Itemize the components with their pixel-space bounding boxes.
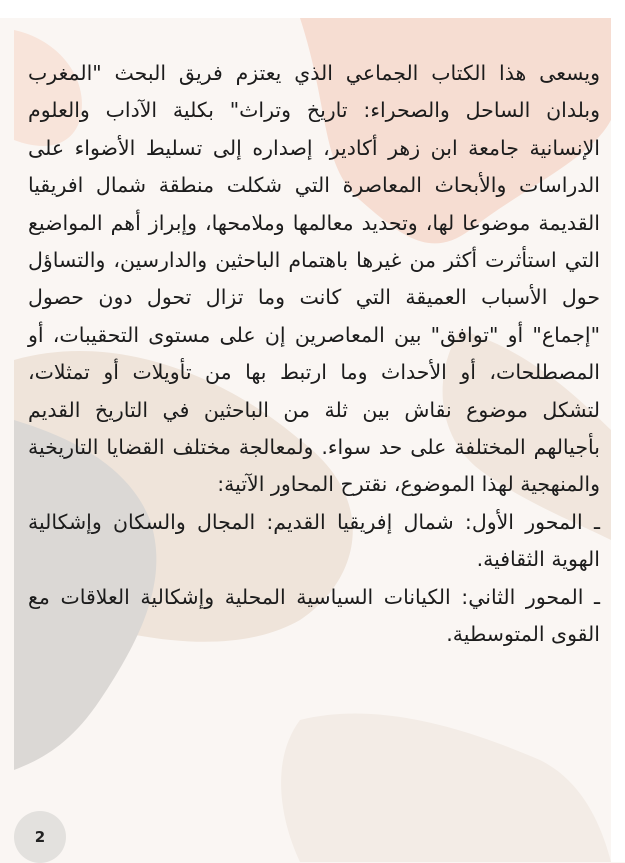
page-right-margin (611, 0, 625, 862)
body-paragraph-axis-two: ـ المحور الثاني: الكيانات السياسية المحلية وإشكالية العلاقات مع القوى المتوسطية. (28, 584, 600, 647)
light-brush-shape-bottom (281, 714, 611, 862)
body-paragraph-axis-one: ـ المحور الأول: شمال إفريقيا القديم: المجال والسكان وإشكالية الهوية الثقافية. (28, 509, 600, 572)
body-paragraph-intro: ويسعى هذا الكتاب الجماعي الذي يعتزم فريق البحث "المغرب وبلدان الساحل والصحراء: تاريخ وتراث" بكلية الآداب والعلوم الإنسانية جامعة ابن زهر أكادير، إصداره إلى تسليط الأضواء على الدراسات والأبحاث المعاصرة التي شكلت منطقة شمال افريقيا القديمة موضوعا لها، وتحديد معالمها وملامحها، وإبراز أهم المواضيع التي استأثرت أكثر من غيرها باهتمام الباحثين والدارسين، والتساؤل حول الأسباب العميقة التي كانت وما تزال تحول دون حصول "إجماع" أو "توافق" بين المعاصرين إن على مستوى التحقيبات، أو المصطلحات، أو الأحداث وما ارتبط بها من تأويلات أو تمثلات، لتشكل موضوع نقاش بين ثلة من الباحثين في التاريخ القديم بأجيالهم المختلفة على حد سواء. ولمعالجة مختلف القضايا التاريخية والمنهجية لهذا الموضوع، نقترح المحاور الآتية: (28, 61, 600, 497)
document-body (28, 55, 600, 654)
page-number: 2 (34, 828, 46, 846)
page-number-badge (14, 811, 66, 863)
